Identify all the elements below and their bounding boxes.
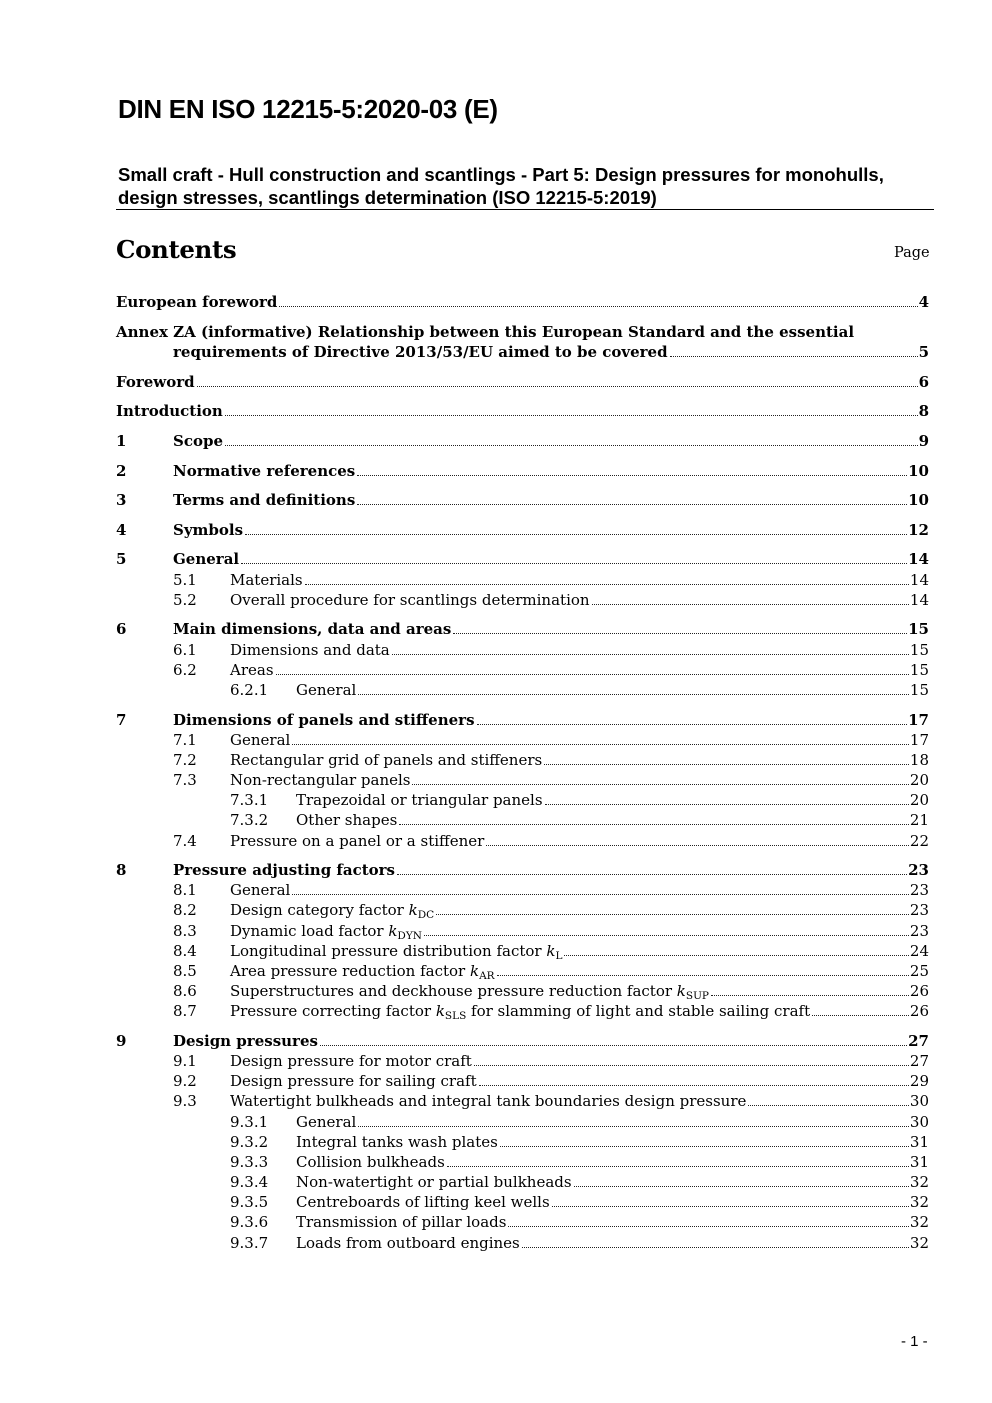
toc-entry-title [230,750,542,770]
toc-entry-title [116,372,195,392]
toc-entry[interactable] [116,710,929,730]
toc-leader-dots [412,784,908,785]
toc-entry-title-text: Non-rectangular panels [230,771,411,789]
toc-entry-title-text: Introduction [116,402,223,420]
toc-entry-page: 14 [909,571,929,589]
toc-entry[interactable] [230,790,929,810]
toc-entry-number: 8.4 [173,942,197,960]
toc-entry[interactable] [173,590,929,610]
toc-entry[interactable] [116,401,929,421]
toc-entry-title [230,640,390,660]
toc-entry-page: 6 [918,373,929,391]
toc-entry-symbol-subscript: L [555,950,563,962]
toc-entry-title-text: Collision bulkheads [296,1153,445,1171]
toc-entry-symbol-subscript: DYN [397,930,422,942]
document-title: DIN EN ISO 12215-5:2020-03 (E) [118,94,498,124]
toc-leader-dots [545,804,909,805]
toc-entry-number: 7 [116,711,127,729]
toc-entry[interactable] [116,520,929,540]
toc-entry-title [230,770,410,790]
toc-entry-symbol-subscript: SUP [685,990,709,1002]
toc-entry[interactable] [173,981,929,1001]
toc-entry-title-text: Design category factor [230,901,409,919]
toc-entry[interactable] [116,860,929,880]
toc-entry[interactable] [173,342,929,362]
toc-entry-title [230,831,484,851]
toc-entry-title-text: Terms and definitions [173,491,356,509]
toc-entry-page: 15 [909,681,929,699]
toc-entry-title [173,549,239,569]
toc-entry-number: 8.2 [173,901,197,919]
toc-entry[interactable] [173,900,929,920]
toc-entry-title [296,1172,572,1192]
toc-entry-page: 27 [908,1032,929,1050]
toc-entry-number: 9.2 [173,1072,197,1090]
toc-entry-page: 4 [918,293,929,311]
toc-entry-page: 26 [909,982,929,1000]
toc-leader-dots [474,1065,909,1066]
toc-entry[interactable] [230,1192,929,1212]
toc-entry-title [230,590,590,610]
toc-entry-number: 8.1 [173,881,197,899]
toc-leader-dots [279,306,917,307]
toc-entry-title [116,401,223,421]
toc-entry[interactable] [116,619,929,639]
toc-leader-dots [592,604,909,605]
toc-entry-page: 9 [918,432,929,450]
toc-entry-number: 9.3.6 [230,1213,269,1231]
toc-entry-title-text: Scope [173,432,224,450]
toc-entry-number: 1 [116,432,127,450]
toc-entry-page: 26 [909,1002,929,1020]
toc-leader-dots [711,995,909,996]
toc-entry-page: 31 [909,1133,929,1151]
toc-entry-title-text: Normative references [173,462,356,480]
toc-entry-number: 5.1 [173,571,197,589]
toc-entry-page: 14 [908,550,929,568]
toc-entry-title-text: Symbols [173,521,244,539]
toc-entry-page: 17 [909,731,929,749]
toc-leader-dots [358,1126,909,1127]
toc-entry-title [230,1051,472,1071]
toc-entry-title-text: Dimensions of panels and stiffeners [173,711,475,729]
toc-entry-number: 9.3.4 [230,1173,269,1191]
toc-leader-dots [500,1146,909,1147]
toc-leader-dots [436,914,909,915]
toc-entry-title-text: Dimensions and data [230,641,390,659]
toc-leader-dots [276,674,909,675]
toc-entry-page: 27 [909,1052,929,1070]
toc-leader-dots [447,1166,909,1167]
toc-entry-title-text: Watertight bulkheads and integral tank boundaries design pressure [230,1092,747,1110]
toc-entry-title [230,1071,477,1091]
toc-entry-title-text: Main dimensions, data and areas [173,620,452,638]
toc-entry-title [230,1091,746,1111]
toc-entry-page: 21 [909,811,929,829]
toc-entry[interactable] [173,941,929,961]
toc-entry-title-text: Materials [230,571,303,589]
toc-entry-title-text: Pressure correcting factor [230,1002,436,1020]
toc-entry[interactable] [173,1071,929,1091]
toc-entry-number: 7.3.2 [230,811,269,829]
toc-entry-page: 29 [909,1072,929,1090]
toc-entry-page: 32 [909,1234,929,1252]
toc-entry[interactable] [230,810,929,830]
toc-entry[interactable] [173,921,929,941]
toc-entry-page: 20 [909,771,929,789]
toc-entry-title-text: requirements of Directive 2013/53/EU aimed to be covered [173,343,668,361]
toc-entry-title [173,342,668,362]
toc-entry-page: 23 [908,861,929,879]
toc-leader-dots [453,633,907,634]
toc-entry-title [296,1233,520,1253]
toc-entry-page: 25 [909,962,929,980]
toc-entry-title-text: Non-watertight or partial bulkheads [296,1173,572,1191]
toc-leader-dots [357,504,907,505]
toc-entry[interactable] [230,1152,929,1172]
page-number: - 1 - [901,1333,928,1350]
toc-entry-number: 9.3.2 [230,1133,269,1151]
toc-leader-dots [392,654,909,655]
toc-leader-dots [479,1085,909,1086]
toc-entry[interactable] [173,880,929,900]
toc-entry-symbol: k [546,942,556,960]
toc-leader-dots [552,1206,909,1207]
toc-entry-title-suffix: for slamming of light and stable sailing craft [466,1002,811,1020]
toc-entry[interactable] [173,1051,929,1071]
toc-entry-title [173,520,243,540]
toc-entry-page: 12 [908,521,929,539]
toc-entry-title [296,790,543,810]
toc-entry-number: 5 [116,550,127,568]
toc-entry-page: 23 [909,922,929,940]
toc-entry-title [296,1112,356,1132]
toc-entry-page: 20 [909,791,929,809]
toc-entry[interactable] [173,570,929,590]
toc-leader-dots [305,584,909,585]
toc-entry-page: 32 [909,1173,929,1191]
toc-entry-title [173,461,355,481]
toc-entry-number: 3 [116,491,127,509]
toc-entry-page: 18 [909,751,929,769]
toc-entry-number: 7.2 [173,751,197,769]
toc-entry[interactable] [173,1091,929,1111]
toc-entry-title [230,730,290,750]
toc-entry-title-text: Pressure on a panel or a stiffener [230,832,485,850]
toc-entry-number: 9.3.5 [230,1193,269,1211]
toc-entry-symbol-subscript: AR [479,970,495,982]
toc-entry-number: 6.1 [173,641,197,659]
toc-entry-symbol: k [470,962,480,980]
toc-leader-dots [241,563,907,564]
toc-entry-title [173,710,475,730]
toc-entry-title-text: Dynamic load factor [230,922,389,940]
toc-entry[interactable] [116,372,929,392]
toc-entry-title-text: General [230,731,291,749]
toc-entry-symbol: k [435,1002,445,1020]
toc-leader-dots [508,1226,908,1227]
toc-entry-title-text: European foreword [116,293,278,311]
toc-leader-dots [812,1015,909,1016]
title-rule [116,209,934,210]
toc-entry-number: 9.3.7 [230,1234,269,1252]
toc-entry[interactable] [230,680,929,700]
toc-entry-number: 7.1 [173,731,197,749]
toc-entry[interactable] [173,750,929,770]
toc-entry[interactable] [230,1172,929,1192]
toc-entry-page: 10 [908,462,929,480]
toc-entry[interactable] [173,640,929,660]
toc-leader-dots [544,764,909,765]
toc-leader-dots [245,534,907,535]
toc-entry-number: 9 [116,1032,127,1050]
toc-entry-title-text: General [173,550,240,568]
toc-entry-number: 9.1 [173,1052,197,1070]
toc-leader-dots [357,475,907,476]
toc-entry-title-text: Design pressure for sailing craft [230,1072,477,1090]
toc-entry-page: 10 [908,491,929,509]
toc-entry[interactable] [173,770,929,790]
toc-entry-symbol: k [676,982,686,1000]
toc-entry-number: 8.6 [173,982,197,1000]
toc-entry-symbol: k [408,901,418,919]
toc-entry-page: 24 [909,942,929,960]
toc-entry-title-text: General [230,881,291,899]
toc-entry-title [296,1192,550,1212]
toc-entry-title [230,880,290,900]
toc-entry-title-text: Loads from outboard engines [296,1234,520,1252]
toc-entry-number: 4 [116,521,127,539]
document-subtitle: Small craft - Hull construction and scantlings - Part 5: Design pressures for monohulls, design stresses, scantlings determination (ISO 12215-5:2019) [118,164,884,208]
toc-entry[interactable] [173,961,929,981]
toc-entry[interactable] [230,1112,929,1132]
toc-entry-title-text: Centreboards of lifting keel wells [296,1193,550,1211]
toc-leader-dots [225,415,918,416]
toc-leader-dots [292,744,909,745]
toc-entry-title [116,292,277,312]
toc-entry[interactable] [116,549,929,569]
toc-entry-number: 6 [116,620,127,638]
toc-entry-title [173,431,223,451]
toc-entry-page: 30 [909,1113,929,1131]
toc-entry-title [173,490,355,510]
annex-za-title-line: Annex ZA (informative) Relationship between this European Standard and the essential [116,323,855,341]
toc-entry-title-text: Areas [230,661,274,679]
toc-entry-number: 7.4 [173,832,197,850]
toc-entry-number: 6.2 [173,661,197,679]
toc-leader-dots [292,894,909,895]
toc-entry-page: 23 [909,881,929,899]
toc-entry-page: 23 [909,901,929,919]
toc-entry-number: 8 [116,861,127,879]
toc-entry-number: 8.5 [173,962,197,980]
toc-entry-title [173,860,395,880]
toc-entry-symbol: k [388,922,398,940]
toc-entry[interactable] [173,831,929,851]
contents-heading: Contents [116,235,237,264]
toc-entry-title-text: Rectangular grid of panels and stiffeners [230,751,543,769]
toc-entry-title-text: Foreword [116,373,195,391]
toc-entry-title [296,1152,445,1172]
toc-entry-symbol-subscript: DC [417,909,435,921]
toc-entry-page: 5 [918,343,929,361]
toc-entry[interactable] [116,490,929,510]
toc-leader-dots [477,724,908,725]
toc-entry-page: 15 [908,620,929,638]
toc-entry[interactable] [173,730,929,750]
toc-entry-title-text: Longitudinal pressure distribution factor [230,942,547,960]
toc-entry-symbol-subscript: SLS [444,1010,467,1022]
toc-leader-dots [358,694,909,695]
toc-entry-number: 2 [116,462,127,480]
toc-leader-dots [486,845,909,846]
toc-entry[interactable] [116,1031,929,1051]
toc-entry-title-text: Integral tanks wash plates [296,1133,498,1151]
toc-leader-dots [522,1247,909,1248]
toc-entry-title-text: Area pressure reduction factor [230,962,470,980]
toc-entry-page: 32 [909,1213,929,1231]
toc-entry-title [296,810,397,830]
toc-entry-title [230,660,274,680]
toc-entry[interactable] [116,461,929,481]
toc-entry-number: 7.3.1 [230,791,269,809]
toc-entry-title [296,1212,506,1232]
toc-entry-number: 8.3 [173,922,197,940]
toc-entry-page: 8 [918,402,929,420]
toc-entry-title-text: Superstructures and deckhouse pressure reduction factor [230,982,677,1000]
toc-entry[interactable] [230,1132,929,1152]
toc-entry[interactable] [230,1212,929,1232]
toc-leader-dots [399,824,909,825]
toc-entry[interactable] [173,660,929,680]
toc-entry-number: 5.2 [173,591,197,609]
toc-leader-dots [225,445,918,446]
toc-leader-dots [320,1045,907,1046]
toc-entry-title-text: General [296,1113,357,1131]
toc-entry-page: 15 [909,661,929,679]
toc-entry-title-text: Design pressure for motor craft [230,1052,472,1070]
toc-leader-dots [197,386,918,387]
toc-entry-page: 32 [909,1193,929,1211]
toc-entry-title [296,680,356,700]
toc-entry-number: 7.3 [173,771,197,789]
toc-entry[interactable] [116,292,929,312]
toc-leader-dots [564,955,908,956]
toc-entry-page: 30 [909,1092,929,1110]
toc-entry-title-text: Overall procedure for scantlings determination [230,591,590,609]
toc-leader-dots [424,935,909,936]
toc-entry-number: 9.3.3 [230,1153,269,1171]
toc-entry-title-text: Transmission of pillar loads [296,1213,507,1231]
toc-leader-dots [748,1105,909,1106]
toc-entry-title-text: Other shapes [296,811,398,829]
toc-entry-number: 9.3 [173,1092,197,1110]
toc-leader-dots [497,975,909,976]
toc-entry-page: 17 [908,711,929,729]
toc-entry[interactable] [116,431,929,451]
toc-entry[interactable] [173,1001,929,1021]
toc-entry[interactable] [230,1233,929,1253]
toc-entry-title [230,1001,810,1026]
toc-entry-title [173,619,451,639]
toc-entry-title-text: Design pressures [173,1032,318,1050]
toc-entry-title-text: General [296,681,357,699]
toc-entry-page: 31 [909,1153,929,1171]
toc-leader-dots [397,874,907,875]
toc-entry-title [296,1132,498,1152]
toc-entry-number: 9.3.1 [230,1113,269,1131]
toc-leader-dots [574,1186,909,1187]
toc-entry-page: 14 [909,591,929,609]
page-column-label: Page [894,245,930,261]
toc-entry-title-text: Pressure adjusting factors [173,861,396,879]
toc-entry-title [230,570,303,590]
toc-entry-page: 15 [909,641,929,659]
toc-entry-number: 8.7 [173,1002,197,1020]
toc-entry-page: 22 [909,832,929,850]
toc-leader-dots [670,356,918,357]
toc-entry-number: 6.2.1 [230,681,269,699]
toc-entry-title-text: Trapezoidal or triangular panels [296,791,543,809]
toc-entry-title [173,1031,318,1051]
